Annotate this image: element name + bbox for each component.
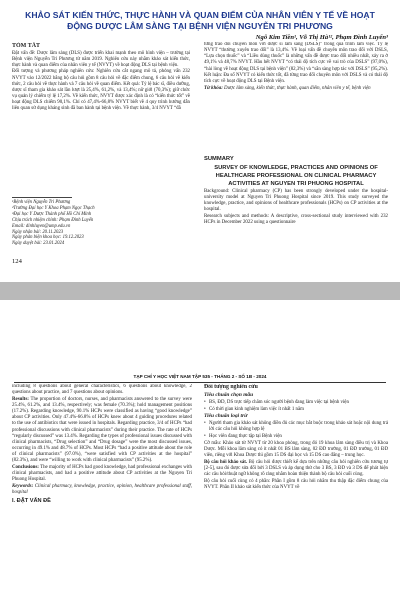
- exclusion-item: • Học viên đang thực tập tại Bệnh viện: [204, 434, 388, 440]
- abstract-paragraph-2: Đối tượng và phương pháp nghiên cứu: Nghiên cứu cắt ngang mô tả, phỏng vấn 232 NVYT vào 12/2022 bằng bộ câu hỏi gồm 8 câu hỏi về đặc điểm chung, 6 câu hỏi về kiến thức, 2 câu hỏi về thực hành và 7 câu hỏi về quan điểm. Kết quả: Tỷ lệ bác sĩ, điều dưỡng, dược sĩ tham gia khảo sát lần lượt là 25,4%, 61,2%, và 13,4%; nữ giới (70,3%); giữ chức vụ quản lý chiếm tỷ lệ 17,2%. Về kiến thức, NVYT được xác định là có “kiến thức tốt” về hoạt động DLS chiếm 90,1%. Chỉ có 47,4%-66,8% NVYT biết về 4 quy trình hướng dẫn liên quan sử dụng kháng sinh đã ban hành tại bệnh viện. Về thực hành, 3/4 NVYT “đã: [12, 69, 190, 112]
- footnote-divider: [12, 197, 72, 198]
- page-gap: [0, 282, 400, 300]
- summary-conclusions: [12, 465, 192, 483]
- abstract-paragraph-3: từng trao đổi chuyên môn với dược sĩ lâm sàng (DSLS)” trong quá trình làm việc. Tỷ lệ NVYT “thường xuyên trao đổi” là 13,4%. Về loại vấn đề chuyên môn trao đổi với DSLS, “Lựa chọn thuốc” và “Liều dùng thuốc” là những vấn đề được trao đổi nhiều nhất, xảy ra ở 49,1% và 48,7% NVYT. Hầu hết NVYT “có thái độ tích cực về vai trò của DSLS” (97,0%), “hài lòng về hoạt động DLS tại bệnh viện” (82,3%) và “sẵn sàng hợp tác với DSLS” (95,2%). Kết luận: Đa số NVYT có kiến thức tốt, đã từng trao đổi chuyên môn với DSLS và có thái độ tích cực về hoạt động DLS tại Bệnh viện.: [204, 42, 388, 84]
- keywords-label: Từ khóa:: [204, 85, 223, 91]
- english-keywords: [12, 484, 192, 496]
- abstract-paragraph-1: Đặt vấn đề: Dược lâm sàng (DLS) được triển khai mạnh theo mô hình viện – trường tại Bệnh viện Nguyễn Tri Phương từ năm 2019. Nghiên cứu này nhằm khảo sát kiến thức, thực hành và quan điểm của nhân viên y tế (NVYT) về hoạt động DLS tại bệnh viện.: [12, 50, 190, 68]
- english-keywords-label: Keywords:: [12, 484, 34, 489]
- english-summary: [204, 156, 388, 278]
- abstract-heading: TÓM TẮT: [12, 43, 41, 49]
- conclusions-label: Conclusions:: [12, 465, 39, 471]
- abstract-right-column: [204, 42, 388, 152]
- footnote-line: ²Trường Đại học Y Khoa Phạm Ngọc Thạch: [12, 205, 95, 211]
- exclusion-criteria-heading: Tiêu chuẩn loại trừ: [204, 413, 248, 420]
- questionnaire-text: Bộ câu hỏi được thiết kế dựa trên những câu hỏi nghiên cứu tương tự [2-5], sau đó được sửa đổi bởi 3 DSLS và áp dụng thử cho 3 BS, 3 ĐD và 3 DS để phát hiện các câu hỏi/thuật ngữ không rõ ràng nhằm hoàn thiện thành bộ câu hỏi cuối cùng.: [204, 459, 388, 477]
- summary-results: [12, 397, 192, 465]
- footnote-line: Ngày nhận bài: 20.11.2023: [12, 229, 64, 235]
- keywords-line: [204, 86, 388, 92]
- section-introduction-heading: I. ĐẶT VẤN ĐỀ: [12, 497, 51, 504]
- summary-methods: [204, 214, 388, 226]
- exclusion-item: • Người tham gia khảo sát không điền đủ các mục bắt buộc trong khảo sát hoặc nội dung trả lời các câu hỏi không hợp lệ: [204, 421, 388, 433]
- summary-methods-label: Research subjects and methods:: [204, 213, 269, 219]
- english-keywords-text: Clinical pharmacy, knowledge, practice, opinion, healthcare professional staff, hospital: [12, 484, 192, 496]
- summary-title: SURVEY OF KNOWLEDGE, PRACTICES AND OPINIONS OF HEALTHCARE PROFESSIONAL ON CLINICAL PHARMACY ACTIVITIES AT NGUYEN TRI PHUONG HOSPITAL: [214, 165, 378, 187]
- bottom-left-column: [12, 384, 192, 594]
- keywords-text: Dược lâm sàng, kiến thức, thực hành, quan điểm, nhân viên y tế, bệnh viện: [222, 85, 371, 91]
- header-rule: [14, 382, 386, 383]
- running-header: TẠP CHÍ Y HỌC VIỆT NAM TẬP 535 - THÁNG 2 - SỐ 1B - 2024: [133, 374, 267, 379]
- footnote-line: ¹Bệnh viện Nguyễn Tri Phương: [12, 200, 71, 205]
- paper-page-bottom: [0, 300, 400, 600]
- summary-background-text: Clinical pharmacy (CP) has been strongly developed under the hospital-university model at Nguyen Tri Phuong Hospital since 2019. This study surveyed the knowledge, practice, and opinions of healthcare professionals (HCPs) on CP activities at the hospital.: [204, 189, 388, 213]
- bottom-right-column: [204, 384, 388, 594]
- questionnaire-label: Bộ câu hỏi khảo sát.: [204, 459, 248, 465]
- footnotes: [12, 200, 190, 247]
- footnote-line: Ngày phản biện khoa học: 19.12.2023: [12, 235, 84, 241]
- inclusion-item: • BS, ĐD, DS trực tiếp chăm sóc người bệnh đang làm việc tại bệnh viện: [204, 400, 388, 406]
- paper-page-top: [0, 0, 400, 282]
- results-label: Results:: [12, 396, 29, 402]
- summary-continued-1: including 8 questions about general characteristics, 6 questions about knowledge, 2 questions about practice, and 7 questions about opinions.: [12, 384, 192, 396]
- summary-methods-text: A descriptive, cross-sectional study interviewed with 232 HCPs in December 2022 using a questionnaire: [204, 213, 388, 225]
- inclusion-item: • Có thời gian kinh nghiệm làm việc ít nhất 1 năm: [204, 407, 388, 413]
- questionnaire-paragraph: [204, 460, 388, 478]
- article-authors: Ngô Kim Tiền¹, Võ Thị Hà¹², Phạm Đình Luyến³: [255, 34, 388, 41]
- abstract-left-column: [12, 42, 190, 196]
- sample-size-paragraph: Cỡ mẫu: Khảo sát từ NVYT từ 20 khoa phòng, trong đó 19 khoa lâm sàng điều trị và Khoa Dược. Mỗi khoa lâm sàng có ít nhất 01 BS lâm sàng, 02 ĐD trưởng, 01 ĐD trưởng, 01 ĐD viên, riêng với Khoa Dược thì gồm 15 DS đại học và 15 DS cao đẳng – trung học.: [204, 440, 388, 458]
- page-number: 124: [12, 258, 22, 265]
- summary-heading: SUMMARY: [204, 156, 234, 162]
- results-text: The proportion of doctors, nurses, and pharmacists answered to the survey were 25.4%, 61.2%, and 13.4%, respectively; was female (70.3%); hold management positions (17.2%). Regarding knowledge, 90.1% HCPs were classified as having “good knowledge” about CP activities. Only 47.4%-66.8% of HCPs knew about 4 guiding procedures related to the use of antibiotics that were issued in hospitals. Regarding practice, 3/4 of HCPs “had professional discussions with clinical pharmacists” during their practice. The rate of HCPs “regularly discussed” was 13.4%. Regarding the types of professional issues discussed with clinical pharmacists, “Drug selection” and “Drug dosage” were the most discussed issues, occurring in 49.1% and 48.7% of HCPs. Most HCPs “had a positive attitude about the role of clinical pharmacists” (97.0%), “were satisfied with CP activities at the hospital” (82.3%), and were “willing to work with clinical pharmacists” (95.2%).: [12, 396, 192, 464]
- summary-background-label: Background:: [204, 189, 230, 194]
- article-title: KHẢO SÁT KIẾN THỨC, THỰC HÀNH VÀ QUAN ĐIỂM CỦA NHÂN VIÊN Y TẾ VỀ HOẠT ĐỘNG DƯỢC LÂM SÀNG TẠI BỆNH VIỆN NGUYỄN TRI PHƯƠNG: [25, 10, 375, 31]
- summary-background: [204, 189, 388, 214]
- inclusion-criteria-heading: Tiêu chuẩn chọn mẫu: [204, 392, 254, 399]
- footnote-line: ³Đại học Y Dược Thành phố Hồ Chí Minh: [12, 211, 92, 217]
- conclusions-text: The majority of HCPs had good knowledge, had professional exchanges with clinical pharmacists, and had a positive attitude about CP activities at the Nguyen Tri Phuong Hospital.: [12, 465, 192, 483]
- questionnaire-structure-paragraph: Bộ câu hỏi cuối cùng có 4 phần: Phần I gồm 8 câu hỏi nhằm thu thập đặc điểm chung của NVYT. Phần II khảo sát kiến thức của NVYT về: [204, 478, 388, 490]
- footnote-line: Ngày duyệt bài: 23.01.2024: [12, 241, 65, 247]
- footnote-line: Chịu trách nhiệm chính: Phạm Đình Luyến: [12, 217, 94, 223]
- footnote-line: Email: dinhluyen@ump.edu.vn: [12, 223, 71, 229]
- subjects-heading: Đối tượng nghiên cứu: [204, 384, 258, 390]
